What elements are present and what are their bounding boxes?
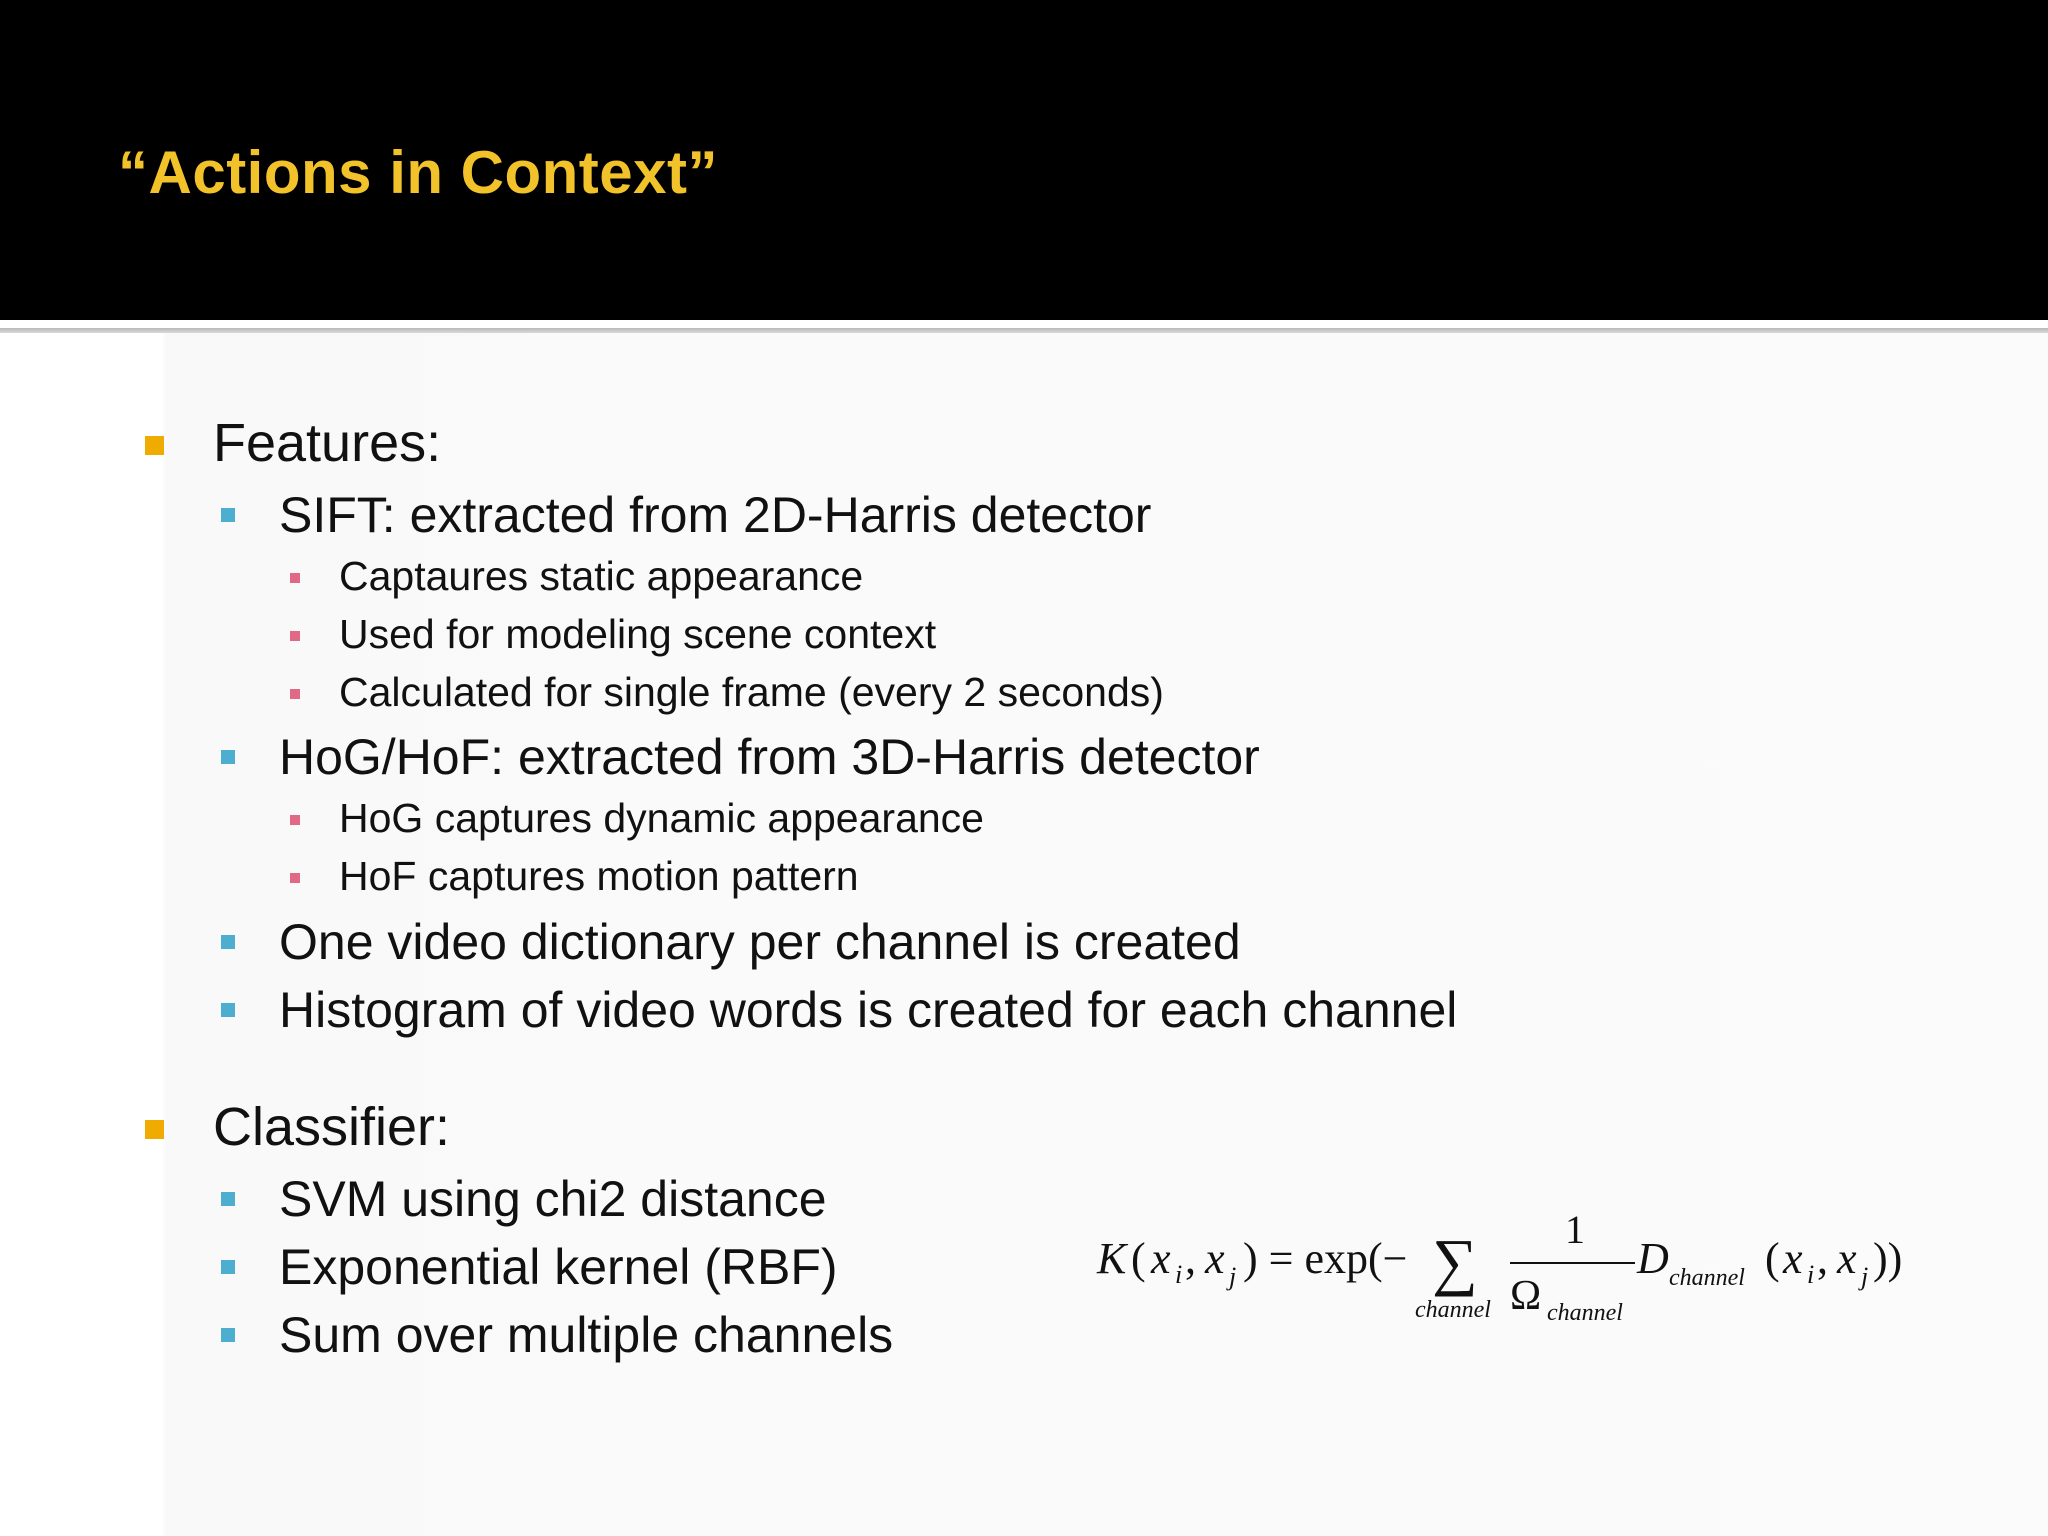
formula-open-paren: ( (1131, 1234, 1146, 1283)
formula-K: K (1097, 1234, 1127, 1283)
formula-sum-index: channel (1415, 1297, 1491, 1323)
list-item-text: HoG captures dynamic appearance (339, 795, 984, 841)
formula-args-j: j (1861, 1262, 1869, 1291)
formula-xj: x (1205, 1234, 1225, 1283)
title-divider-white (0, 320, 2048, 326)
formula-D: D (1637, 1234, 1669, 1283)
list-item-text: SIFT: extracted from 2D-Harris detector (279, 487, 1152, 543)
bullet-square-pink-icon (290, 873, 300, 883)
formula-args-open: ( (1765, 1234, 1780, 1283)
formula-args-close: )) (1873, 1234, 1903, 1283)
formula-args-xi: x (1783, 1234, 1803, 1283)
formula-numerator: 1 (1565, 1207, 1585, 1252)
bullet-square-pink-icon (290, 815, 300, 825)
slide-title: “Actions in Context” (118, 139, 719, 206)
formula-xi: x (1151, 1234, 1171, 1283)
bullet-square-blue-icon (221, 750, 235, 764)
kernel-formula (1095, 1205, 1915, 1335)
formula-args-comma: , (1817, 1234, 1828, 1283)
formula-args-i: i (1807, 1260, 1815, 1289)
section-heading-features: Features: (213, 413, 442, 473)
list-item-text: Captaures static appearance (339, 553, 864, 599)
list-item-text: HoG/HoF: extracted from 3D-Harris detector (279, 729, 1260, 785)
section-heading-classifier: Classifier: (213, 1097, 451, 1157)
formula-args-xj: x (1837, 1234, 1857, 1283)
bullet-square-orange-icon (145, 436, 164, 455)
bullet-square-blue-icon (221, 935, 235, 949)
bullet-square-pink-icon (290, 689, 300, 699)
list-item-text: Used for modeling scene context (339, 611, 937, 657)
bullet-square-blue-icon (221, 1328, 235, 1342)
list-item-text: Sum over multiple channels (279, 1307, 894, 1363)
list-item-text: SVM using chi2 distance (279, 1171, 827, 1227)
formula-sub-j: j (1229, 1262, 1237, 1291)
list-item-text: Exponential kernel (RBF) (279, 1239, 838, 1295)
list-item-text: One video dictionary per channel is created (279, 914, 1241, 970)
title-bar (0, 0, 2048, 320)
formula-omega: Ω (1510, 1273, 1542, 1319)
bullet-square-orange-icon (145, 1120, 164, 1139)
bullet-square-pink-icon (290, 631, 300, 641)
list-item-text: HoF captures motion pattern (339, 853, 859, 899)
bullet-square-blue-icon (221, 1260, 235, 1274)
bullet-square-blue-icon (221, 508, 235, 522)
bullet-square-blue-icon (221, 1003, 235, 1017)
list-item-text: Histogram of video words is created for each channel (279, 982, 1458, 1038)
list-item-text: Calculated for single frame (every 2 seconds) (339, 669, 1164, 715)
formula-comma: , (1185, 1234, 1196, 1283)
formula-sigma: ∑ (1432, 1226, 1478, 1297)
formula-sub-i: i (1175, 1260, 1183, 1289)
formula-eq-exp: ) = exp(− (1243, 1234, 1408, 1283)
bullet-square-pink-icon (290, 573, 300, 583)
bullet-square-blue-icon (221, 1192, 235, 1206)
formula-omega-sub: channel (1547, 1300, 1623, 1326)
formula-D-sub: channel (1669, 1265, 1745, 1291)
